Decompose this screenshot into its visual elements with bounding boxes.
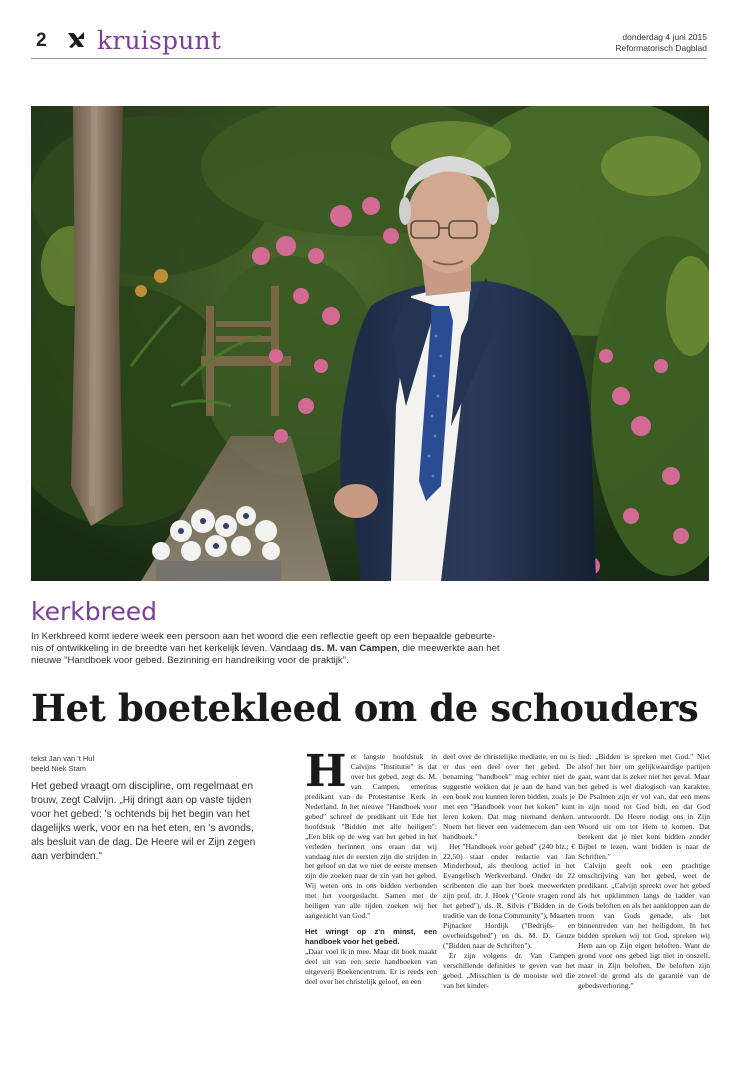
intro-line-3: nieuwe "Handboek voor gebed. Bezinning en handreiking voor de praktijk". [31, 655, 349, 667]
body-paragraph: Er zijn volgens dr. Van Campen verschillende definities te geven van het gebed. „Misschien is de mooiste wel die van het kinder- [443, 951, 575, 990]
body-column-1 [305, 746, 437, 987]
body-paragraph: deel over de christelijke mediatie, en nu is er dus een deel over het gebed. De benaming "handboek" mag echter niet de suggestie wekken dat je aan de hand van een boek zou kunnen leren bidden, zoals je met een "Handboek voor het koken" kunt leren koken. Dat mag niemand denken. Noem het liever een vademecum dan een handboek." [443, 752, 575, 841]
body-paragraph: et langste hoofdstuk in Calvijns "Institutie" is dat over het gebed, zegt ds. M. van Campen, emeritus predikant van de Protestantse Kerk in Nederland. In het nieuwe "Handboek voor gebed" schreef de predikant uit Ede het hoofdstuk "Bidden met alle heiligen": „Een blik op de weg van het gebed in het verleden herinnert ons eraan dat wij vandaag niet de eersten zijn die strijden in het geloof en dat we niet de eerste mensen zijn die zoeken naar de zin van het gebed. Wij weten ons in ons bidden verbonden met het voorgeslacht. Samen met de heiligen van alle tijden zoeken wij het aangezicht van God." [305, 752, 437, 921]
body-paragraph: „Daar voel ik in mee. Maar dit boek maakt deel uit van een serie handboeken van uitgeverij Boekencentrum. Er is reeds een deel over het christelijk geloof, en een [305, 947, 437, 986]
dropcap: H [305, 746, 347, 797]
kerkbreed-title: kerkbreed [31, 597, 157, 626]
interview-question: Het wringt op z'n minst, een handboek voor het gebed. [305, 927, 437, 947]
page-number: 2 [36, 30, 47, 51]
body-column-2 [443, 752, 575, 991]
article-photo [31, 106, 709, 581]
body-column-3 [578, 752, 710, 991]
credits [31, 754, 94, 774]
kruispunt-logo-icon [66, 30, 86, 50]
text-credit: tekst Jan van 't Hul [31, 754, 95, 763]
lead-paragraph: Het gebed vraagt om discipline, om regelmaat en trouw, zegt Calvijn. „Hij dringt aan op vaste tijden voor het gebed: 's ochtends bij het begin van het dagelijks werk, voor en na het eten, en 's avonds, als besluit van de dag. De Heere wil er Zijn zegen aan verbinden." [31, 781, 256, 862]
header-rule [31, 58, 707, 59]
article-headline: Het boetekleed om de schouders [31, 686, 699, 730]
intro-line-2b: , die meewerkte aan het [397, 643, 500, 655]
body-paragraph: Het "Handboek voor gebed" (240 blz.; € 22,50) staat onder redactie van Jan Minderhoud, als theoloog actief in het Evangelisch Werkverband. Onder de 22 scribenten die aan het boek meewerkten zijn prof. dr. J. Hoek ("Grote vragen rond het gebed"), ds. R. Silvis ("Bidden in de traditie van de Iona Community"), Maarten Pijnacker Hordijk ("Bedrijfs- en overheidsgebed") en ds. M. D. Geuze ("Bidden naar de Schriften"). [443, 841, 575, 951]
kerkbreed-intro [31, 631, 571, 668]
body-paragraph: lied: „Bidden is spreken met God." Niet alsof het hier om gelijkwaardige partijen gaat, want dat is zeker niet het geval. Maar het gebed is wel dialogisch van karakter. De Psalmen zijn er vol van, dat een mens in zijn nood tot God bidt, en dat God antwoordt. De Heere nodigt ons in Zijn Woord uit om tot Hem te komen. Dat betekent dat je niet kunt bidden zonder Bijbel te lezen, want bidden is naar de Schriften." [578, 752, 710, 861]
intro-line-2: nis of ontwikkeling in de breedte van het kerkelijk leven. Vandaag [31, 643, 308, 655]
body-paragraph: Calvijn geeft ook een prachtige omschrijving van het gebed, weet de predikant. „Calvijn spreekt over het gebed als het opklimmen langs de ladder van Gods beloften en als het aankloppen aan de troon van Gods genade, als het binnentreden van het heiligdom. In het bidden spreken wij tot God, spreken wij Hem aan op Zijn eigen beloften. Want de grond voor ons gebed ligt niet in onszelf, maar in Zijn beloften. De beloften zijn zowel de grond als de garantie van de gebedsverhoring." [578, 861, 710, 990]
newspaper-name: Reformatorisch Dagblad [615, 43, 707, 53]
image-credit: beeld Niek Stam [31, 764, 87, 773]
dateline [615, 32, 707, 54]
portrait-illustration [31, 106, 709, 581]
intro-person-name: ds. M. van Campen [310, 643, 398, 655]
intro-line-1: In Kerkbreed komt iedere week een persoon aan het woord die een reflectie geeft op een bepaalde gebeurte- [31, 631, 496, 642]
section-title: kruispunt [97, 26, 222, 55]
issue-date: donderdag 4 juni 2015 [622, 32, 707, 42]
